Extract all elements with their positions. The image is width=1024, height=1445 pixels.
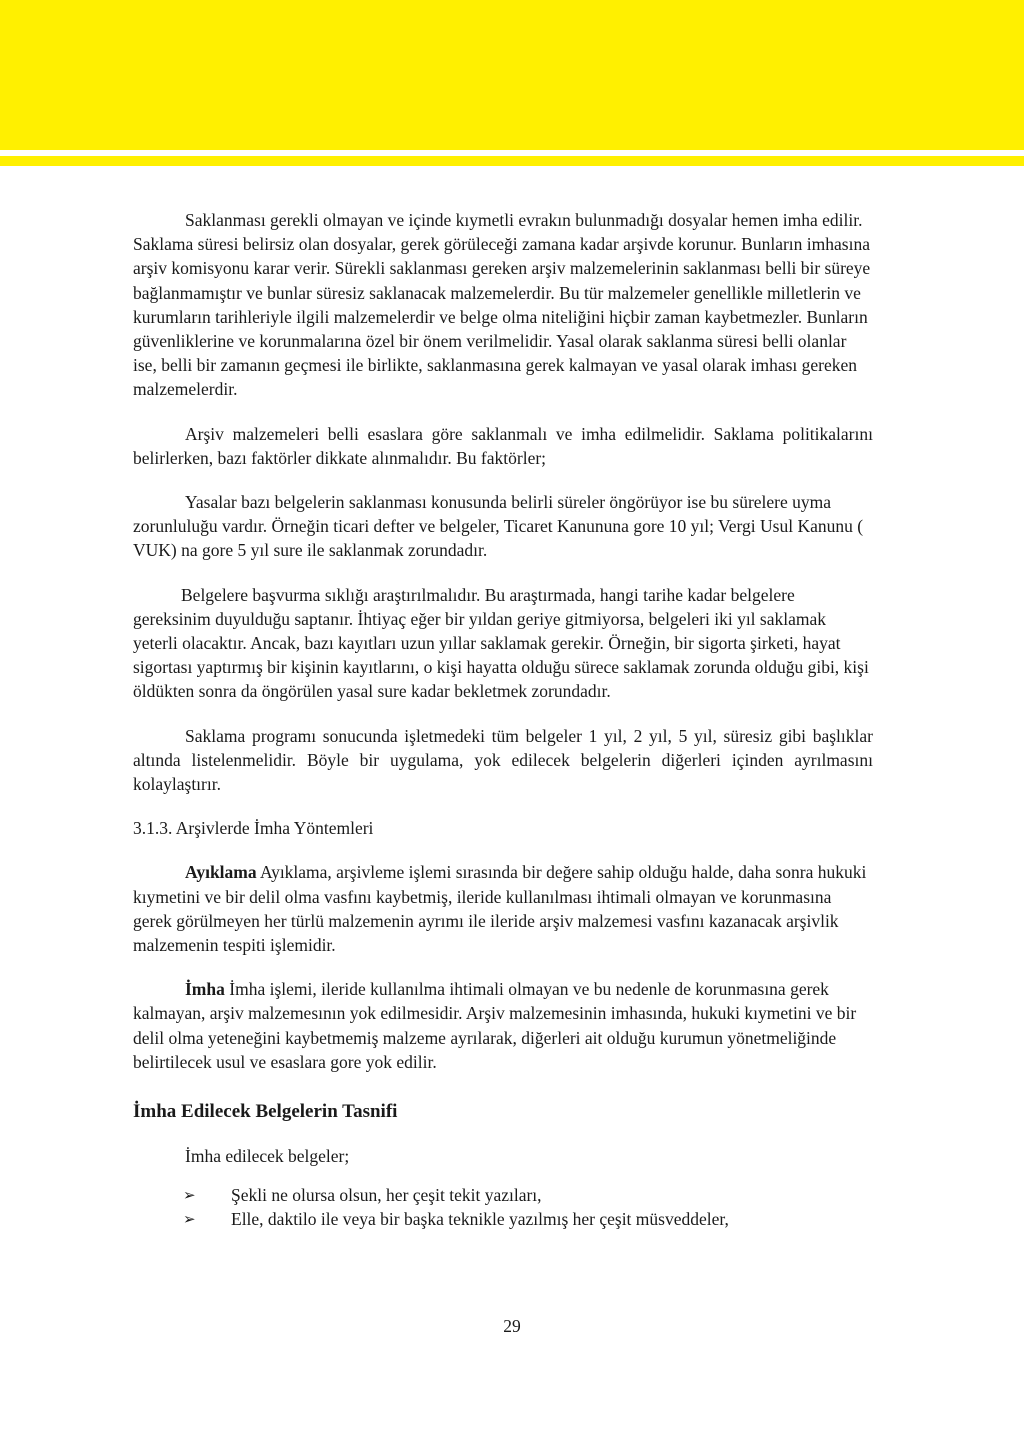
arrow-bullet-icon: ➢: [183, 1209, 196, 1228]
arrow-bullet-icon: ➢: [183, 1185, 196, 1204]
term-ayiklama: Ayıklama: [185, 862, 257, 883]
list-item: [133, 1207, 873, 1231]
ayiklama-text: Ayıklama, arşivleme işlemi sırasında bir değere sahip olduğu halde, daha sonra hukuki kıymetini ve bir delil olma vasfını kaybetmiş, ileride kullanılması ihtimali olmayan ve korunmasına gerek görülmeyen her türlü malzemenin ayrımı ile ileride arşiv malzemesi vasfını kazanacak arşivlik malzemenin tespiti işlemidir.: [133, 862, 867, 956]
list-item-text: Elle, daktilo ile veya bir başka teknikle yazılmış her çeşit müsveddeler,: [231, 1208, 729, 1229]
paragraph-storage-periods: Saklanması gerekli olmayan ve içinde kıymetli evrakın bulunmadığı dosyalar hemen imha edilir. Saklama süresi belirsiz olan dosyalar, gerek görüleceği zamana kadar arşivde korunur. Bunların imhasına arşiv komisyonu karar verir. Sürekli saklanması gereken arşiv malzemelerinin saklanması belli bir süreye bağlanmamıştır ve bunlar süresiz saklanacak malzemelerdir. Bu tür malzemeler genellikle milletlerin ve kurumların tarihleriyle ilgili malzemelerdir ve belge olma niteliğini hiçbir zaman kaybetmezler. Bunların güvenliklerine ve korunmalarına özel bir önem verilmelidir. Yasal olarak saklanma süresi belli olanlar ise, belli bir zamanın geçmesi ile birlikte, saklanmasına gerek kalmayan ve yasal olarak imhası gereken malzemelerdir.: [133, 210, 871, 400]
section-heading: 3.1.3. Arşivlerde İmha Yöntemleri: [133, 818, 374, 839]
subheading-classification: İmha Edilecek Belgelerin Tasnifi: [133, 1101, 398, 1123]
list-item: [133, 1183, 873, 1207]
header-stripe: [0, 156, 1024, 166]
paragraph-ayiklama: [133, 860, 873, 957]
paragraph-legal-periods: Yasalar bazı belgelerin saklanması konusunda belirli süreler öngörüyor ise bu sürelere uyma zorunluluğu vardır. Örneğin ticari defter ve belgeler, Ticaret Kanununa gore 10 yıl; Vergi Usul Kanunu ( VUK) na gore 5 yıl sure ile saklanmak zorundadır.: [133, 492, 864, 561]
page-number: 29: [503, 1316, 521, 1336]
paragraph-imha: [133, 977, 873, 1074]
page-content: [133, 208, 873, 1231]
term-imha: İmha: [185, 979, 225, 1000]
list-intro: İmha edilecek belgeler;: [185, 1146, 350, 1167]
bullet-list: [133, 1183, 873, 1231]
imha-text: İmha işlemi, ileride kullanılma ihtimali olmayan ve bu nedenle de korunmasına gerek kalmayan, arşiv malzemesının yok edilmesidir. Arşiv malzemesinin imhasında, hukuki kıymetini ve bir delil olma yeteneğini kaybetmemiş malzeme ayrılarak, diğerleri ait olduğu kurumun yönetmeliğinde belirtilecek usul ve esaslara gore yok edilir.: [133, 979, 857, 1072]
paragraph-storage-program: Saklama programı sonucunda işletmedeki tüm belgeler 1 yıl, 2 yıl, 5 yıl, süresiz gibi başlıklar altında listelenmelidir. Böyle bir uygulama, yok edilecek belgelerin diğerleri içinden ayrılmasını kolaylaştırır.: [133, 725, 873, 795]
paragraph-storage-principles: Arşiv malzemeleri belli esaslara göre saklanmalı ve imha edilmelidir. Saklama politikalarını belirlerken, bazı faktörler dikkate alınmalıdır. Bu faktörler;: [133, 423, 873, 468]
list-item-text: Şekli ne olursa olsun, her çeşit tekit yazıları,: [231, 1184, 542, 1205]
paragraph-access-frequency: Belgelere başvurma sıklığı araştırılmalıdır. Bu araştırmada, hangi tarihe kadar belgelere gereksinim duyulduğu saptanır. İhtiyaç eğer bir yıldan geriye gitmiyorsa, belgeleri iki yıl saklamak yeterli olacaktır. Ancak, bazı kayıtları uzun yıllar saklamak gerekir. Örneğin, bir sigorta şirketi, hayat sigortası yaptırmış bir kişinin kayıtlarını, o kişi hayatta olduğu sürece saklamak zorunda olduğu gibi, kişi öldükten sonra da öngörülen yasal sure kadar bekletmek zorundadır.: [133, 584, 869, 702]
header-band: [0, 0, 1024, 150]
